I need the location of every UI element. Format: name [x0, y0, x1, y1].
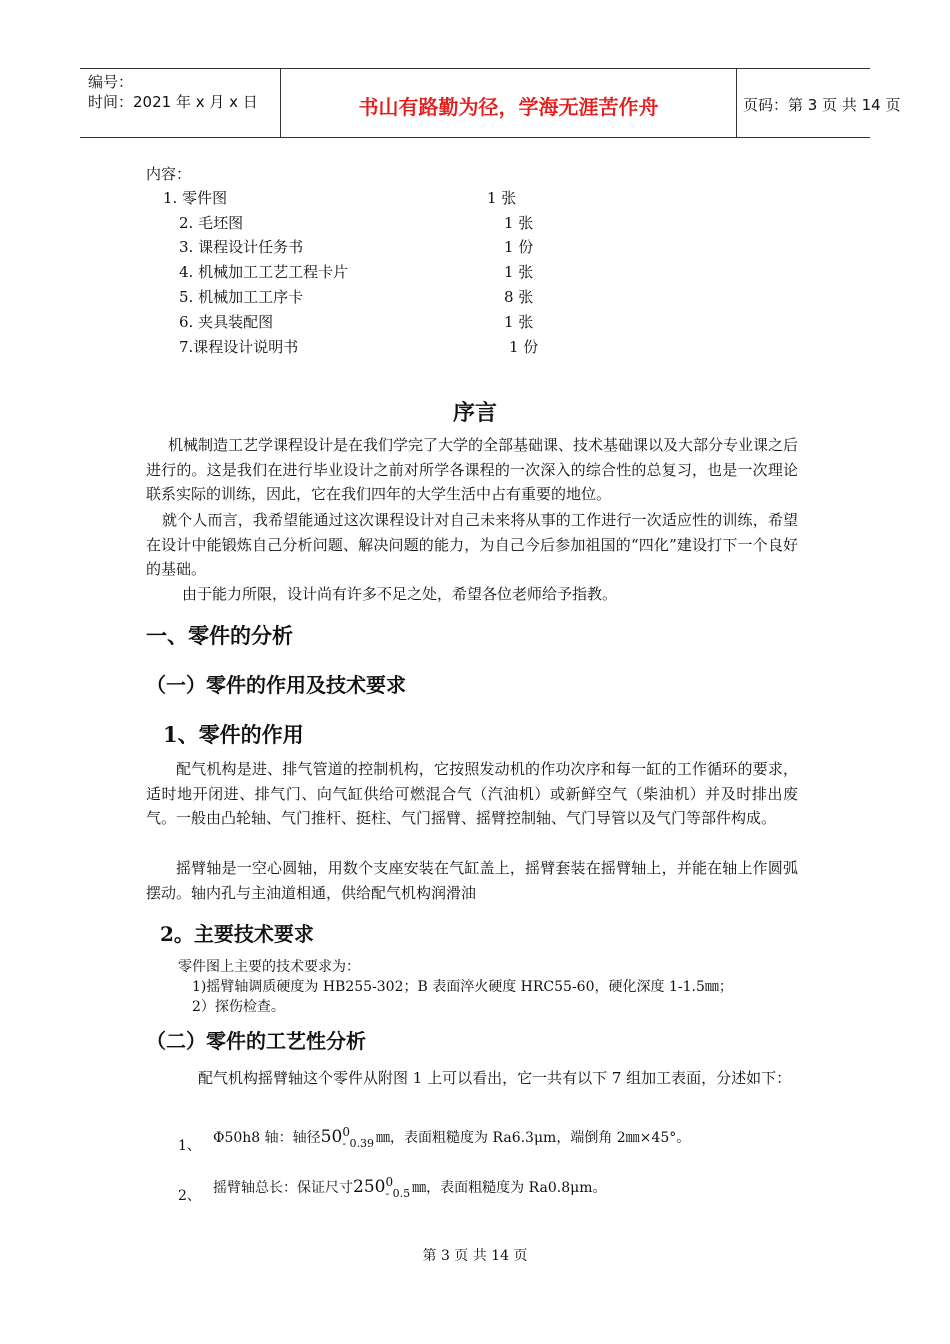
page-header: [80, 68, 901, 138]
tolerance-upper: 0: [342, 1125, 350, 1139]
tech-requirements-intro: 零件图上主要的技术要求为：: [178, 959, 360, 975]
tolerance-stack: [342, 1127, 374, 1149]
subsection-heading: 1、零件的作用: [163, 722, 304, 747]
header-page-info: 页码：第 3 页 共 14 页: [743, 96, 901, 114]
header-serial-label: 编号：: [88, 73, 134, 91]
function-paragraph-2: 摇臂轴是一空心圆轴，用数个支座安装在气缸盖上，摇臂套装在摇臂轴上，并能在轴上作圆弧摆动。轴内孔与主油道相通，供给配气机构润滑油: [146, 859, 798, 902]
contents-item-qty: 1 份: [509, 338, 539, 356]
contents-item-qty: 1 份: [504, 238, 534, 256]
contents-item-name: 1. 零件图: [163, 189, 228, 207]
contents-item-qty: 8 张: [504, 288, 534, 306]
tolerance-stack: [385, 1177, 410, 1199]
contents-label: 内容：: [146, 165, 192, 183]
tech-requirement-item: 2）探伤检查。: [192, 999, 285, 1015]
header-left-cell: [80, 69, 280, 137]
process-item-number: 1、: [178, 1138, 201, 1154]
section-heading: 一、零件的分析: [146, 623, 293, 648]
contents-item-name: 2. 毛坯图: [179, 214, 244, 232]
contents-item-name: 7.课程设计说明书: [179, 338, 299, 356]
contents-item-name: 3. 课程设计任务书: [179, 238, 304, 256]
function-paragraph-1: 配气机构是进、排气管道的控制机构，它按照发动机的作功次序和每一缸的工作循环的要求，适时地开闭进、排气门、向气缸供给可燃混合气（汽油机）或新鲜空气（柴油机）并及时排出废气。一般由凸轮轴、气门推杆、挺柱、气门摇臂、摇臂控制轴、气门导管以及气门等部件构成。: [146, 760, 798, 827]
dimension-base: 250: [353, 1177, 386, 1197]
subsection-heading: （一）零件的作用及技术要求: [146, 673, 406, 697]
process-item-lead: Φ50h8 轴：轴径: [213, 1130, 321, 1146]
process-item-rest: ㎜，表面粗糙度为 Ra6.3μm，端倒角 2㎜×45°。: [376, 1130, 691, 1146]
preface-paragraph-1: 机械制造工艺学课程设计是在我们学完了大学的全部基础课、技术基础课以及大部分专业课之后进行的。这是我们在进行毕业设计之前对所学各课程的一次深入的综合性的总复习，也是一次理论联系实际的训练，因此，它在我们四年的大学生活中占有重要的地位。: [146, 436, 799, 503]
subsection-heading: 2。主要技术要求: [160, 922, 314, 946]
header-motto: 书山有路勤为径，学海无涯苦作舟: [358, 95, 659, 119]
header-right-cell: [735, 69, 901, 137]
page-footer: 第 3 页 共 14 页: [422, 1248, 528, 1264]
tolerance-upper: 0: [385, 1175, 394, 1189]
preface-paragraph-2: 就个人而言，我希望能通过这次课程设计对自己未来将从事的工作进行一次适应性的训练，希望在设计中能锻炼自己分析问题、解决问题的能力，为自己今后参加祖国的“四化”建设打下一个良好的基础。: [146, 511, 798, 578]
header-date: 时间：2021 年 x 月 x 日: [88, 93, 258, 111]
preface-title: 序言: [452, 400, 497, 426]
contents-item-name: 4. 机械加工工艺工程卡片: [179, 263, 349, 281]
contents-item-name: 5. 机械加工工序卡: [179, 288, 304, 306]
process-item-1: [213, 1127, 690, 1149]
tech-requirement-item: 1)摇臂轴调质硬度为 HB255-302；B 表面淬火硬度 HRC55-60，硬化深度 1-1.5㎜；: [192, 979, 733, 995]
preface-paragraph-3: 由于能力所限，设计尚有许多不足之处，希望各位老师给予指教。: [182, 585, 618, 603]
tolerance-lower: - 0.5: [385, 1187, 411, 1200]
process-item-lead: 摇臂轴总长：保证尺寸: [213, 1180, 353, 1196]
dimension-base: 50: [320, 1127, 343, 1147]
contents-item-name: 6. 夹具装配图: [179, 313, 274, 331]
contents-item-qty: 1 张: [504, 214, 534, 232]
contents-item-qty: 1 张: [487, 189, 517, 207]
process-item-2: [213, 1177, 606, 1199]
process-item-rest: ㎜，表面粗糙度为 Ra0.8μm。: [412, 1180, 607, 1196]
contents-item-qty: 1 张: [504, 313, 534, 331]
contents-item-qty: 1 张: [504, 263, 534, 281]
process-item-number: 2、: [178, 1188, 201, 1204]
tolerance-lower: - 0.39: [342, 1137, 375, 1150]
header-center-cell: [280, 69, 737, 137]
subsection-heading: （二）零件的工艺性分析: [146, 1029, 366, 1053]
process-intro-paragraph: 配气机构摇臂轴这个零件从附图 1 上可以看出，它一共有以下 7 组加工表面，分述如下：: [198, 1069, 792, 1087]
